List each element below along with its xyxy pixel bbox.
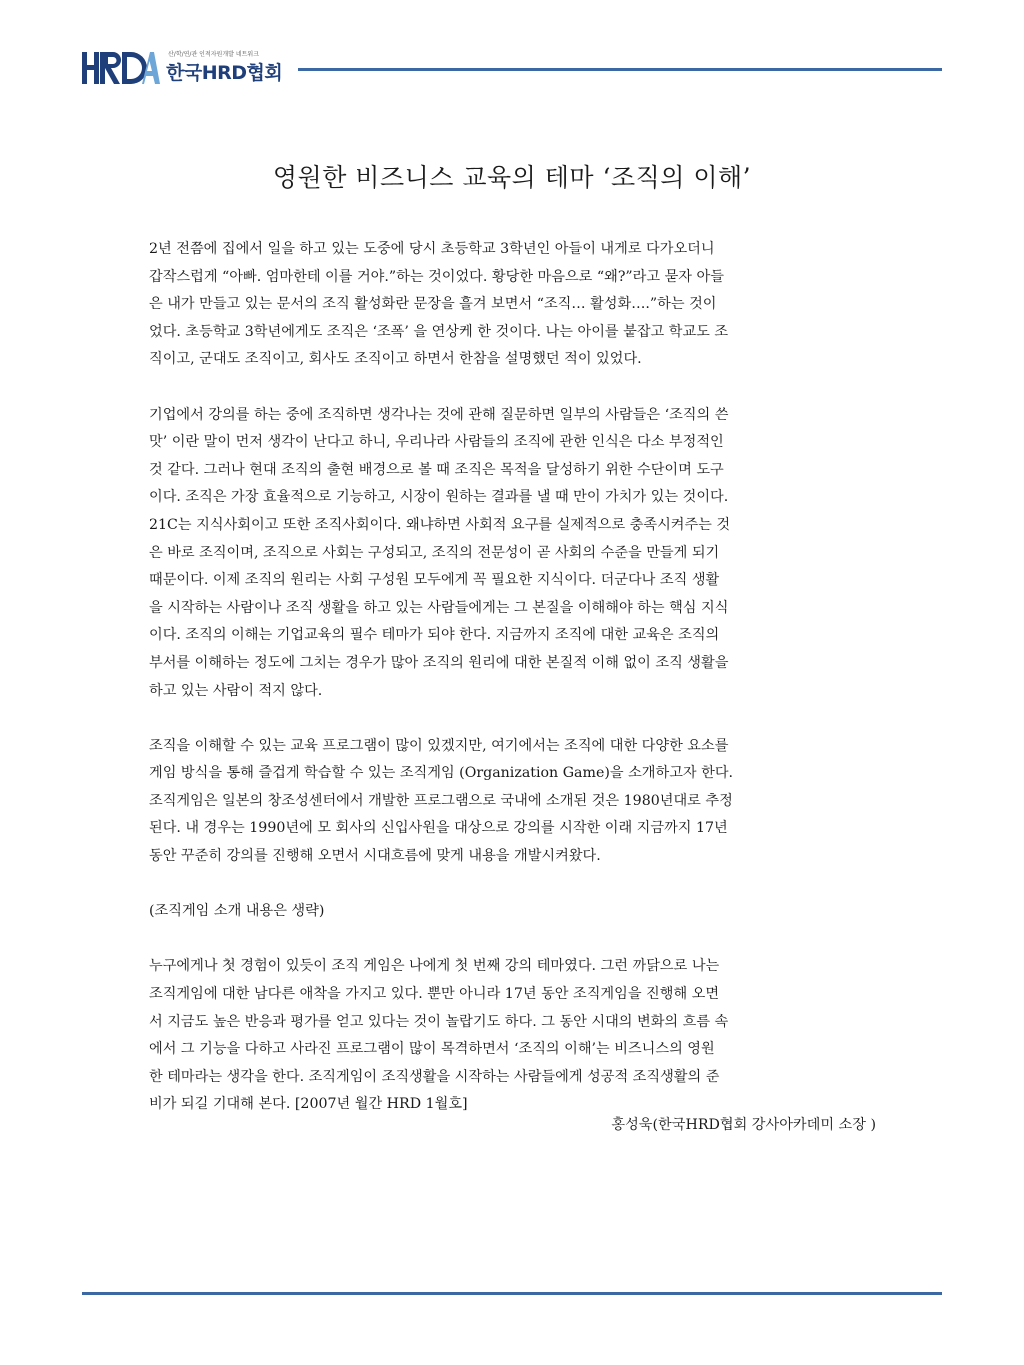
page-header <box>82 46 942 90</box>
paragraph-omission-note: (조직게임 소개 내용은 생략) <box>149 903 325 920</box>
paragraph-organization-perception: 기업에서 강의를 하는 중에 조직하면 생각나는 것에 관해 질문하면 일부의 사람들은 ‘조직의 쓴 맛’ 이란 말이 먼저 생각이 난다고 하니, 우리나라 사람들의 조직에 관한 인식은 다소 부정적인 것 같다. 그러나 현대 조직의 출현 배경으로 볼 때 조직은 목적을 달성하기 위한 수단이며 도구 이다. 조직은 가장 효율적으로 기능하고, 시장이 원하는 결과를 낼 때 만이 가치가 있는 것이다. 21C는 지식사회이고 또한 조직사회이다. 왜냐하면 사회적 요구를 실제적으로 충족시켜주는 것 은 바로 조직이며, 조직으로 사회는 구성되고, 조직의 전문성이 곧 사회의 수준을 만들게 되기 때문이다. 이제 조직의 원리는 사회 구성원 모두에게 꼭 필요한 지식이다. 더군다나 조직 생활 을 시작하는 사람이나 조직 생활을 하고 있는 사람들에게는 그 본질을 이해해야 하는 핵심 지식 이다. 조직의 이해는 기업교육의 필수 테마가 되야 한다. 지금까지 조직에 대한 교육은 조직의 부서를 이해하는 정도에 그치는 경우가 많아 조직의 원리에 대한 본질적 이해 없이 조직 생활을 하고 있는 사람이 적지 않다. <box>149 406 731 699</box>
paragraph-conclusion: 누구에게나 첫 경험이 있듯이 조직 게임은 나에게 첫 번째 강의 테마였다. 그런 까닭으로 나는 조직게임에 대한 남다른 애착을 가지고 있다. 뿐만 아니라 17년 동안 조직게임을 진행해 오면 서 지금도 높은 반응과 평가를 얻고 있다는 것이 놀랍기도 하다. 그 동안 시대의 변화의 흐름 속 에서 그 기능을 다하고 사라진 프로그램이 많이 목격하면서 ‘조직의 이해’는 비즈니스의 영원 한 테마라는 생각을 한다. 조직게임이 조직생활을 시작하는 사람들에게 성공적 조직생활의 준 비가 되길 기대해 본다. [2007년 월간 HRD 1월호] <box>149 958 729 1113</box>
logo-organization-name: 한국HRD협회 <box>166 62 283 84</box>
paragraph-organization-game: 조직을 이해할 수 있는 교육 프로그램이 많이 있겠지만, 여기에서는 조직에 대한 다양한 요소를 게임 방식을 통해 즐겁게 학습할 수 있는 조직게임 (Organization Game)을 소개하고자 한다. 조직게임은 일본의 창조성센터에서 개발한 프로그램으로 국내에 소개된 것은 1980년대로 추정 된다. 내 경우는 1990년에 모 회사의 신입사원을 대상으로 강의를 시작한 이래 지금까지 17년 동안 꾸준히 강의를 진행해 오면서 시대흐름에 맞게 내용을 개발시켜왔다. <box>149 737 734 865</box>
author-signature: 홍성욱(한국HRD협회 강사아카데미 소장 ) <box>611 1117 876 1133</box>
hrda-logo-mark-icon <box>82 50 160 86</box>
document-body <box>149 236 873 1147</box>
hrd-logo <box>82 46 282 90</box>
document-title: 영원한 비즈니스 교육의 테마 ‘조직의 이해’ <box>272 163 752 192</box>
logo-tagline: 산/학/연/관 인적자원개발 네트워크 <box>168 51 260 58</box>
footer-divider <box>82 1292 942 1295</box>
paragraph-intro: 2년 전쯤에 집에서 일을 하고 있는 도중에 당시 초등학교 3학년인 아들이 내게로 다가오더니 갑작스럽게 “아빠. 엄마한테 이를 거야.”하는 것이었다. 황당한 마음으로 “왜?”라고 묻자 아들 은 내가 만들고 있는 문서의 조직 활성화란 문장을 흘겨 보면서 “조직… 활성화….”하는 것이 었다. 초등학교 3학년에게도 조직은 ‘조폭’ 을 연상케 한 것이다. 나는 아이를 붙잡고 학교도 조 직이고, 군대도 조직이고, 회사도 조직이고 하면서 한참을 설명했던 적이 있었다. <box>149 241 729 368</box>
header-divider <box>298 68 942 71</box>
